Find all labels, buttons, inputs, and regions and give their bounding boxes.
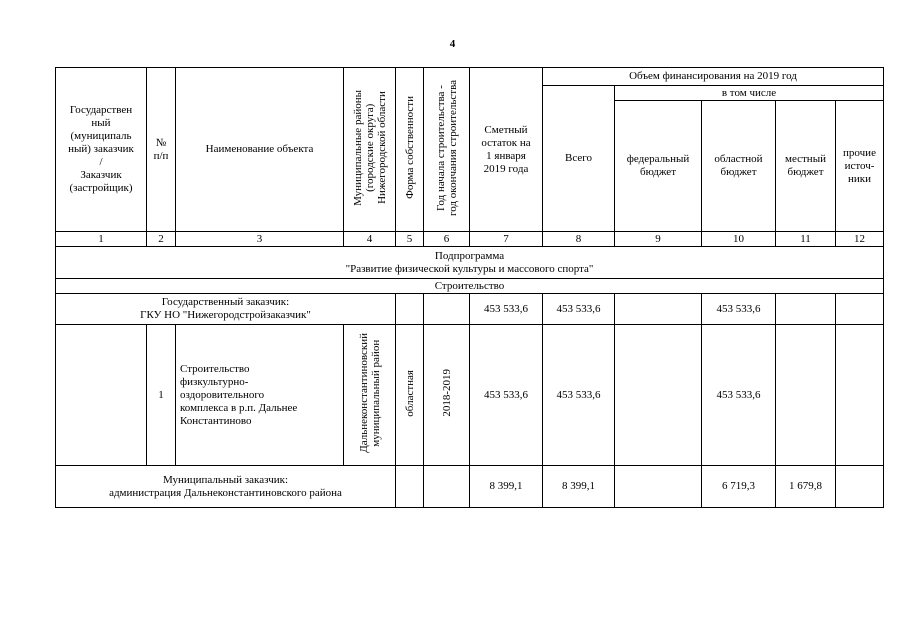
column-number: 4 <box>344 232 396 247</box>
column-number: 8 <box>543 232 615 247</box>
empty-cell <box>424 294 470 325</box>
header-districts-text: Муниципальные районы (городские округа) Нижегородской области <box>351 89 388 206</box>
header-financing-total: Объем финансирования на 2019 год <box>543 68 884 86</box>
empty-cell <box>56 325 147 466</box>
subprogram-title: Подпрограмма <box>434 249 505 262</box>
column-number: 6 <box>424 232 470 247</box>
column-number: 7 <box>470 232 543 247</box>
state-customer-label: Государственный заказчик: ГКУ НО "Нижегородстройзаказчик" <box>56 294 396 325</box>
object-num: 1 <box>147 325 176 466</box>
object-ownership <box>396 325 424 466</box>
object-local <box>776 325 836 466</box>
empty-cell <box>396 466 424 508</box>
empty-cell <box>424 466 470 508</box>
column-number: 12 <box>836 232 884 247</box>
header-regional: областной бюджет <box>702 101 776 232</box>
municipal-customer-local: 1 679,8 <box>776 466 836 508</box>
header-years-text: Год начала строительства - год окончания строительства <box>434 79 459 216</box>
column-number: 3 <box>176 232 344 247</box>
object-years <box>424 325 470 466</box>
column-numbers-row <box>56 232 884 247</box>
column-number: 11 <box>776 232 836 247</box>
subprogram-name: "Развитие физической культуры и массового спорта" <box>345 262 594 275</box>
object-federal <box>615 325 702 466</box>
section-row <box>56 279 884 294</box>
state-customer-total: 453 533,6 <box>543 294 615 325</box>
header-ownership <box>396 68 424 232</box>
header-total: Всего <box>543 86 615 232</box>
subprogram-cell <box>56 247 884 279</box>
subprogram-row <box>56 247 884 279</box>
financing-table <box>55 67 884 508</box>
header-federal: федеральный бюджет <box>615 101 702 232</box>
municipal-customer-row <box>56 466 884 508</box>
municipal-customer-total: 8 399,1 <box>543 466 615 508</box>
header-object-name: Наименование объекта <box>176 68 344 232</box>
state-customer-federal <box>615 294 702 325</box>
municipal-customer-label: Муниципальный заказчик: администрация Дальнеконстантиновского района <box>56 466 396 508</box>
municipal-customer-other <box>836 466 884 508</box>
state-customer-row <box>56 294 884 325</box>
municipal-customer-regional: 6 719,3 <box>702 466 776 508</box>
column-number: 9 <box>615 232 702 247</box>
header-years <box>424 68 470 232</box>
column-number: 1 <box>56 232 147 247</box>
header-row-1 <box>56 68 884 86</box>
state-customer-other <box>836 294 884 325</box>
header-districts <box>344 68 396 232</box>
state-customer-local <box>776 294 836 325</box>
header-ownership-text: Форма собственности <box>403 96 416 199</box>
empty-cell <box>396 294 424 325</box>
header-customer: Государствен ный (муниципаль ный) заказчик / Заказчик (застройщик) <box>56 68 147 232</box>
column-number: 5 <box>396 232 424 247</box>
object-balance: 453 533,6 <box>470 325 543 466</box>
page-number: 4 <box>449 38 456 50</box>
column-number: 10 <box>702 232 776 247</box>
header-balance: Сметный остаток на 1 января 2019 года <box>470 68 543 232</box>
header-num: № п/п <box>147 68 176 232</box>
object-name: Строительство физкультурно- оздоровительного комплекса в р.п. Дальнее Константиново <box>176 325 344 466</box>
municipal-customer-balance: 8 399,1 <box>470 466 543 508</box>
header-including: в том числе <box>615 86 884 101</box>
state-customer-balance: 453 533,6 <box>470 294 543 325</box>
object-regional: 453 533,6 <box>702 325 776 466</box>
object-ownership-text: областная <box>403 369 416 417</box>
object-total: 453 533,6 <box>543 325 615 466</box>
object-other <box>836 325 884 466</box>
object-years-text: 2018-2019 <box>440 369 453 417</box>
municipal-customer-federal <box>615 466 702 508</box>
state-customer-regional: 453 533,6 <box>702 294 776 325</box>
object-district <box>344 325 396 466</box>
object-row <box>56 325 884 466</box>
header-local: местный бюджет <box>776 101 836 232</box>
column-number: 2 <box>147 232 176 247</box>
header-other: прочие источ- ники <box>836 101 884 232</box>
object-district-text: Дальнеконстантиновский муниципальный район <box>357 333 382 453</box>
section-title: Строительство <box>56 279 884 294</box>
